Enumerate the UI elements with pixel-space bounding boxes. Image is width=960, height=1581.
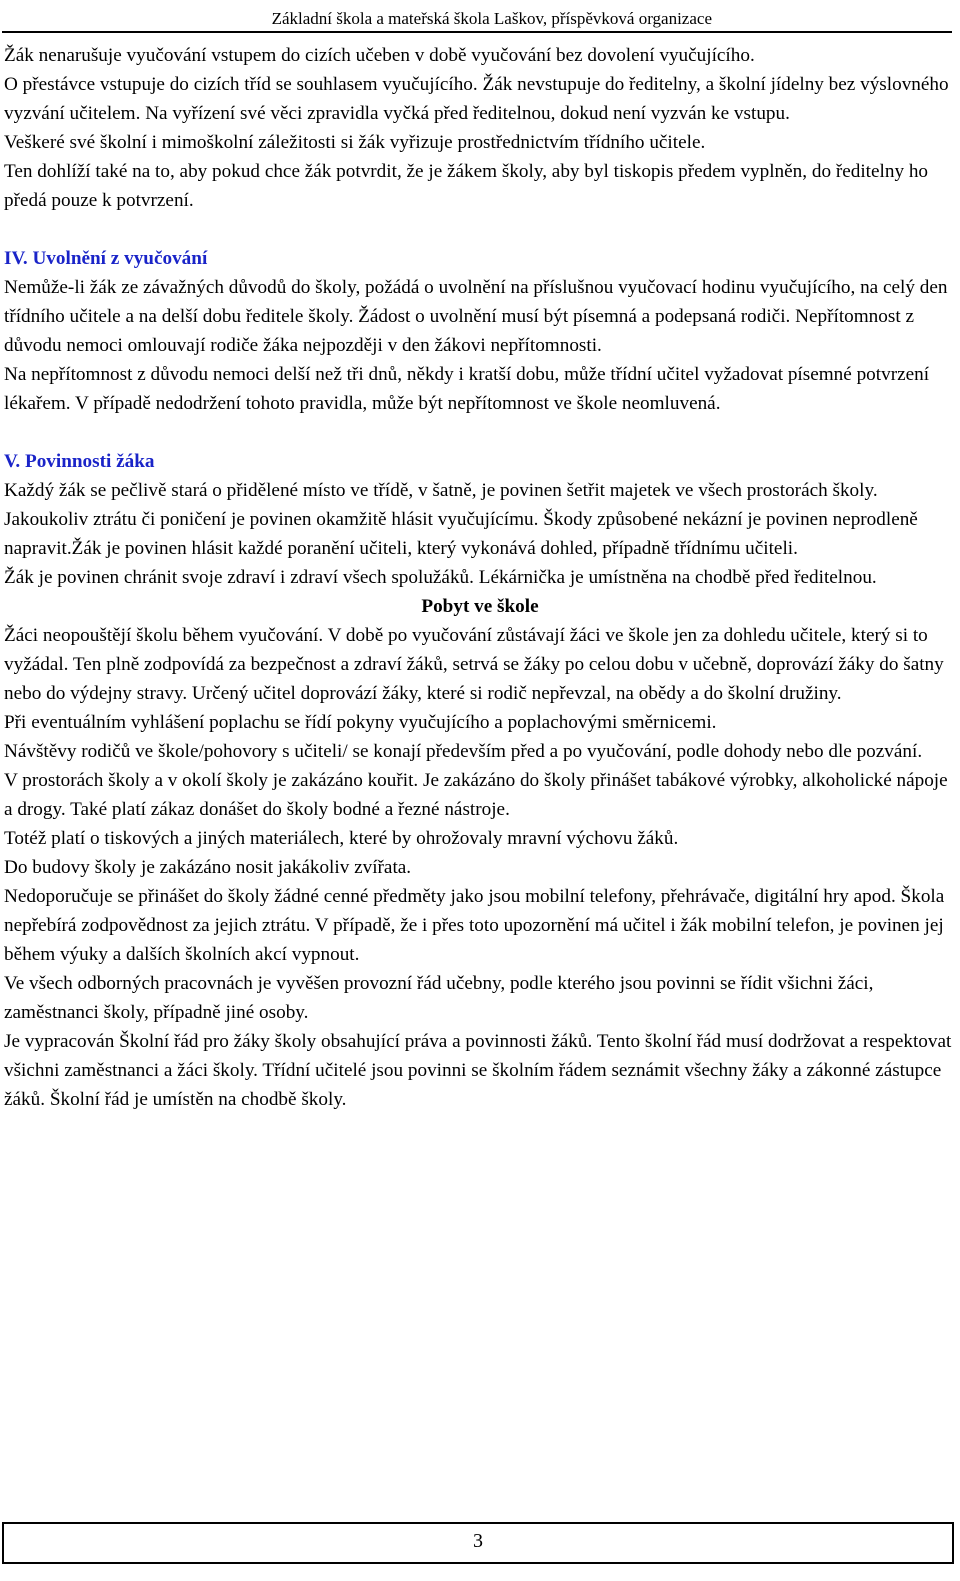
paragraph: Ten dohlíží také na to, aby pokud chce žák potvrdit, že je žákem školy, aby byl tiskopis předem vyplněn, do ředitelny ho předá pouze k potvrzení. [4,161,929,211]
header-title: Základní škola a mateřská škola Laškov, příspěvková organizace [271,9,712,28]
paragraph: Žák je povinen chránit svoje zdraví i zdraví všech spolužáků. Lékárnička je umístněna na chodbě před ředitelnou. [4,567,877,588]
paragraph: Nedoporučuje se přinášet do školy žádné cenné předměty jako jsou mobilní telefony, přehrávače, digitální hry apod. Škola nepřebírá zodpovědnost za jejich ztrátu. V případě, že i přes toto upozornění má učitel i žák mobilní telefon, je povinen jej během výuky a dalších školních akcí vypnout. [4,886,945,965]
paragraph: Žák nenarušuje vyučování vstupem do cizích učeben v době vyučování bez dovolení vyučujícího. [4,45,755,66]
page-footer [2,1522,954,1564]
paragraph: Ve všech odborných pracovnách je vyvěšen provozní řád učebny, podle kterého jsou povinni se řídit všichni žáci, zaměstnanci školy, případně jiné osoby. [4,973,874,1023]
section-heading-iv: IV. Uvolnění z vyučování [4,248,208,269]
paragraph: V prostorách školy a v okolí školy je zakázáno kouřit. Je zakázáno do školy přinášet tabákové výrobky, alkoholické nápoje a drogy. Také platí zákaz donášet do školy bodné a řezné nástroje. [4,770,948,820]
paragraph: Veškeré své školní i mimoškolní záležitosti si žák vyřizuje prostřednictvím třídního učitele. [4,132,706,153]
paragraph: Totéž platí o tiskových a jiných materiálech, které by ohrožovaly mravní výchovu žáků. [4,828,679,849]
paragraph: Do budovy školy je zakázáno nosit jakákoliv zvířata. [4,857,412,878]
paragraph: Při eventuálním vyhlášení poplachu se řídí pokyny vyučujícího a poplachovými směrnicemi. [4,712,717,733]
paragraph: O přestávce vstupuje do cizích tříd se souhlasem vyučujícího. Žák nevstupuje do ředitelny, a školní jídelny bez výslovného vyzvání učitelem. Na vyřízení své věci zpravidla vyčká před ředitelnou, dokud není vyzván ke vstupu. [4,74,949,124]
paragraph: Žáci neopouštějí školu během vyučování. V době po vyučování zůstávají žáci ve škole jen za dohledu učitele, který si to vyžádal. Ten plně zodpovídá za bezpečnost a zdraví žáků, setrvá se žáky po celou dobu v učebně, doprovází žáky do šatny nebo do výdejny stravy. Určený učitel doprovází žáky, které si rodič nepřevzal, na obědy a do školní družiny. [4,625,944,704]
spacer [4,418,956,447]
spacer [4,215,956,244]
paragraph: Na nepřítomnost z důvodu nemoci delší než tři dnů, někdy i kratší dobu, může třídní učitel vyžadovat písemné potvrzení lékařem. V případě nedodržení tohoto pravidla, může být nepřítomnost ve škole neomluvená. [4,364,930,414]
paragraph: Nemůže-li žák ze závažných důvodů do školy, požádá o uvolnění na příslušnou vyučovací hodinu vyučujícího, na celý den třídního učitele a na delší dobu ředitele školy. Žádost o uvolnění musí být písemná a podepsaná rodiči. Nepřítomnost z důvodu nemoci omlouvají rodiče žáka nejpozději v den žákovi nepřítomnosti. [4,277,948,356]
paragraph: Každý žák se pečlivě stará o přidělené místo ve třídě, v šatně, je povinen šetřit majetek ve všech prostorách školy. Jakoukoliv ztrátu či poničení je povinen okamžitě hlásit vyučujícímu. Škody způsobené nekázní je povinen neprodleně napravit.Žák je povinen hlásit každé poranění učiteli, který vykonává dohled, případně třídnímu učiteli. [4,480,918,559]
paragraph: Je vypracován Školní řád pro žáky školy obsahující práva a povinnosti žáků. Tento školní řád musí dodržovat a respektovat všichni zaměstnanci a žáci školy. Třídní učitelé jsou povinni se školním řádem seznámit všechny žáky a zákonné zástupce žáků. Školní řád je umístěn na chodbě školy. [4,1031,952,1110]
section-heading-pobyt: Pobyt ve škole [421,596,539,617]
section-heading-v: V. Povinnosti žáka [4,451,155,472]
page-number: 3 [473,1530,483,1552]
document-body [4,41,956,1114]
paragraph: Návštěvy rodičů ve škole/pohovory s učiteli/ se konají především před a po vyučování, podle dohody nebo dle pozvání. [4,741,923,762]
page-header [2,2,952,33]
